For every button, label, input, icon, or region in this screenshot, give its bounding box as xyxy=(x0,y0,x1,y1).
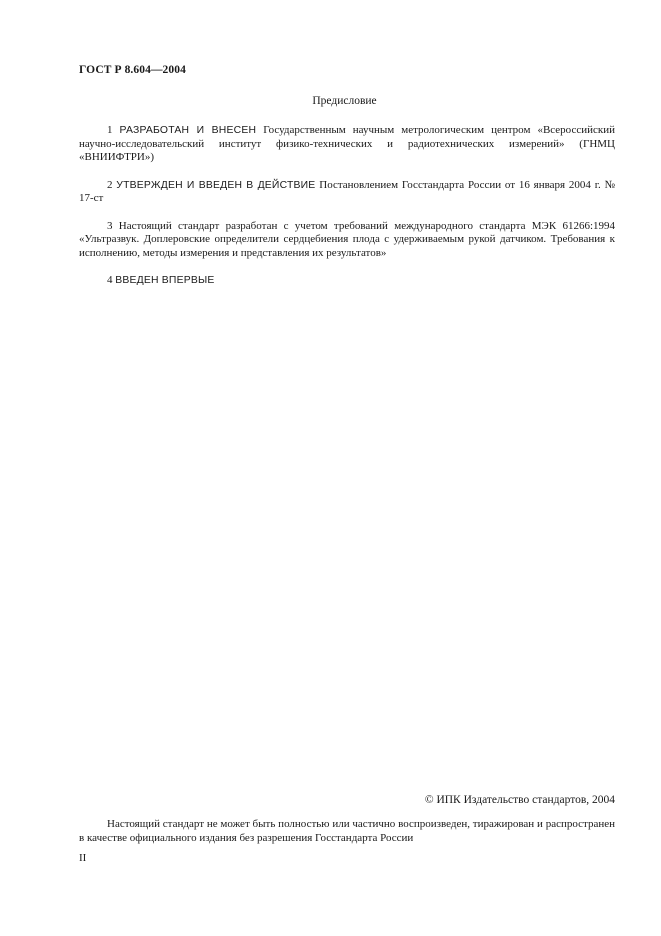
paragraph-text: Постановлением Госстандарта России от 16 января 2004 г. № 17-ст xyxy=(79,178,616,204)
paragraph-number: 2 xyxy=(107,178,113,191)
foreword-paragraph-4 xyxy=(79,274,615,288)
paragraph-number: 3 xyxy=(107,219,113,232)
copyright-line: © ИПК Издательство стандартов, 2004 xyxy=(424,794,615,806)
paragraph-number: 1 xyxy=(107,124,113,136)
paragraph-caps-lead: УТВЕРЖДЕН И ВВЕДЕН В ДЕЙСТВИЕ xyxy=(116,179,316,191)
paragraph-caps-lead: ВВЕДЕН ВПЕРВЫЕ xyxy=(115,275,215,286)
paragraph-text: Настоящий стандарт разработан с учетом требований международного стандарта МЭК 61266:1994 «Ультразвук. Доплеровские определители сердцебиения плода с удерживаемым рукой датчиком. Требования к исполнению, методы измерения и представления их результатов» xyxy=(79,219,616,259)
page-number: II xyxy=(79,852,87,864)
page-header-standard-code: ГОСТ Р 8.604—2004 xyxy=(79,64,186,76)
paragraph-caps-lead: РАЗРАБОТАН И ВНЕСЕН xyxy=(119,125,257,136)
paragraph-number: 4 xyxy=(107,274,113,286)
foreword-content xyxy=(79,124,615,302)
section-title: Предисловие xyxy=(312,95,377,107)
foreword-paragraph-3 xyxy=(79,220,615,261)
foreword-paragraph-1 xyxy=(79,124,615,165)
paragraph-text: Государственным научным метрологическим центром «Всероссийский научно-исследовательский институт физико-технических и радиотехнических измерений» (ГНМЦ «ВНИИФТРИ») xyxy=(79,124,615,163)
foreword-paragraph-2 xyxy=(79,179,615,206)
reproduction-notice: Настоящий стандарт не может быть полностью или частично воспроизведен, тиражирован и распространен в качестве официального издания без разрешения Госстандарта России xyxy=(79,818,615,844)
